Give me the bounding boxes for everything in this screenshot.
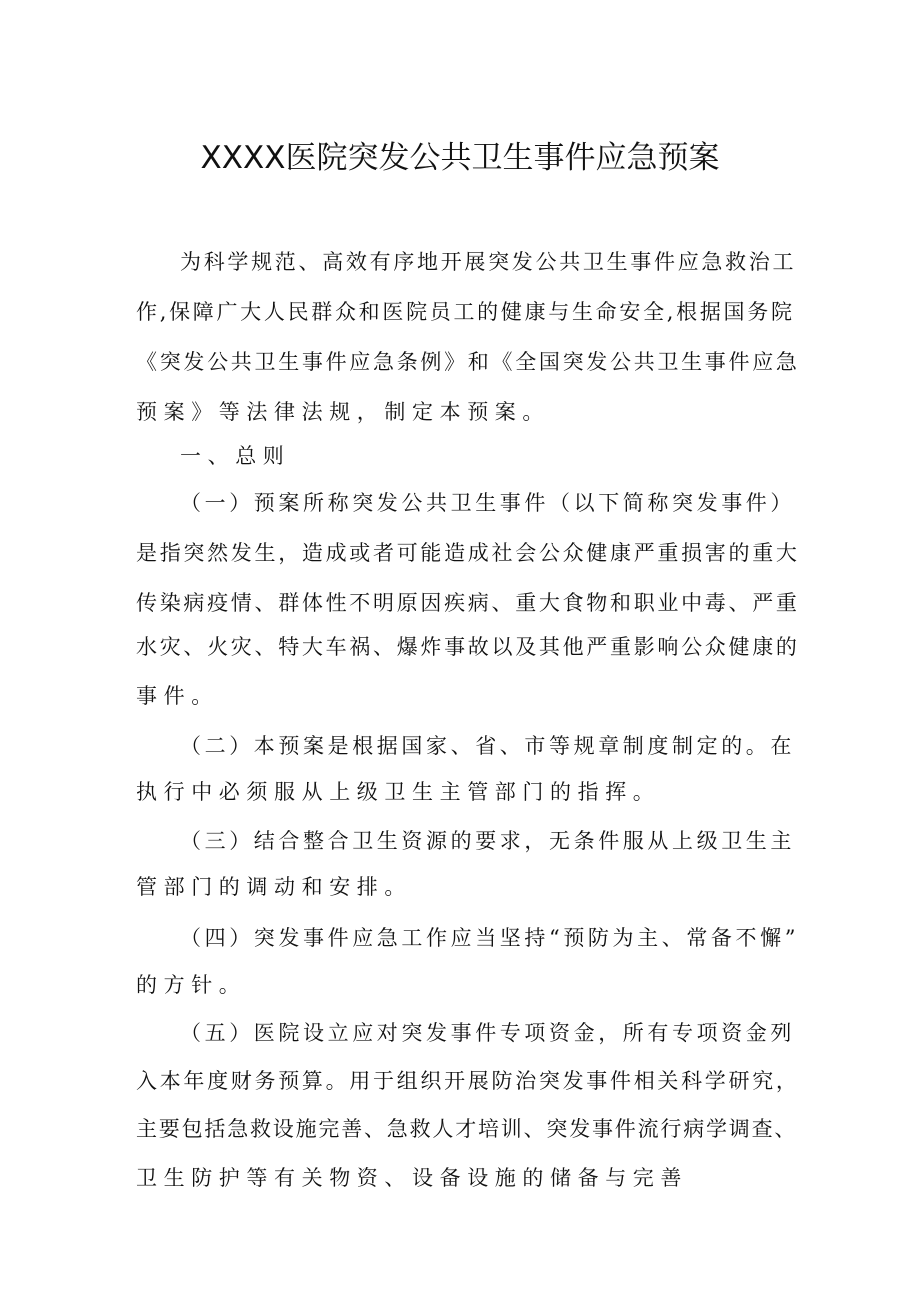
paragraph-line: 传染病疫情、群体性不明原因疾病、重大食物和职业中毒、严重	[136, 591, 800, 615]
paragraph-line: （四）突发事件应急工作应当坚持“预防为主、常备不懈”	[180, 926, 800, 950]
paragraph-line: 水灾、火灾、特大车祸、爆炸事故以及其他严重影响公众健康的	[136, 635, 800, 659]
paragraph-line: （五）医院设立应对突发事件专项资金，所有专项资金列	[180, 1021, 795, 1045]
paragraph-line: （二）本预案是根据国家、省、市等规章制度制定的。在	[180, 734, 795, 758]
paragraph-line: 事件。	[136, 684, 219, 708]
paragraph-line: 管部门的调动和安排。	[136, 875, 412, 899]
paragraph-line: 是指突然发生，造成或者可能造成社会公众健康严重损害的重大	[136, 541, 800, 565]
paragraph-line: 的方针。	[136, 973, 247, 997]
paragraph-line: 卫生防护等有关物资、设备设施的储备与完善	[136, 1166, 688, 1190]
paragraph-line: 作,保障广大人民群众和医院员工的健康与生命安全,根据国务院	[136, 300, 795, 324]
paragraph-line: （三）结合整合卫生资源的要求，无条件服从上级卫生主	[180, 829, 795, 853]
document-title: XXXX医院突发公共卫生事件应急预案	[200, 140, 720, 176]
paragraph-line: 入本年度财务预算。用于组织开展防治突发事件相关科学研究，	[136, 1069, 800, 1093]
paragraph-line: （一）预案所称突发公共卫生事件（以下简称突发事件）	[180, 491, 795, 515]
paragraph-line: 执行中必须服从上级卫生主管部门的指挥。	[136, 780, 661, 804]
section-heading: 一、总则	[180, 444, 291, 468]
paragraph-line: 《突发公共卫生事件应急条例》和《全国突发公共卫生事件应急	[136, 350, 800, 374]
paragraph-line: 为科学规范、高效有序地开展突发公共卫生事件应急救治工	[180, 250, 797, 274]
paragraph-line: 预案》等法律法规，制定本预案。	[136, 400, 550, 424]
paragraph-line: 主要包括急救设施完善、急救人才培训、突发事件流行病学调查、	[136, 1117, 798, 1141]
